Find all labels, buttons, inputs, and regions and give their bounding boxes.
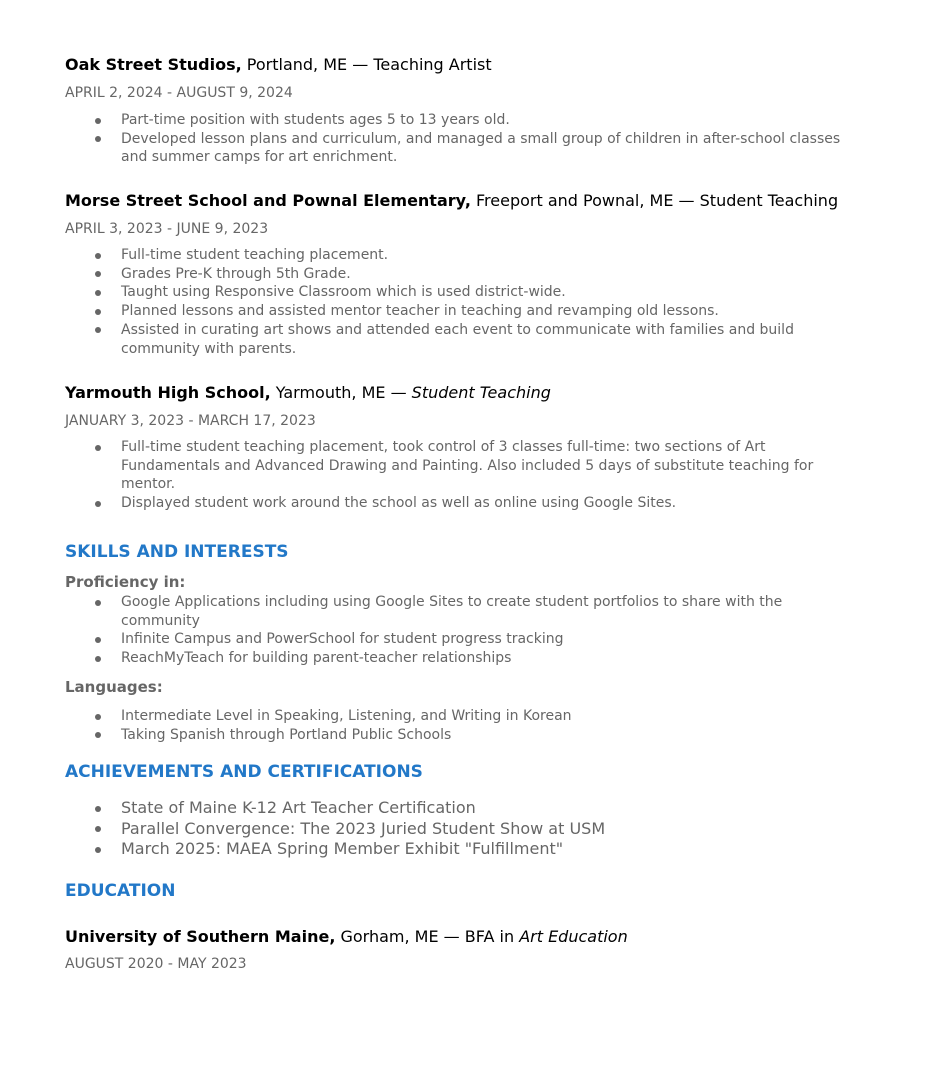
job-dates: JANUARY 3, 2023 - MARCH 17, 2023: [65, 413, 316, 429]
languages-list: [65, 707, 860, 744]
list-item: Part-time position with students ages 5 to 13 years old.: [65, 111, 860, 130]
list-item: Infinite Campus and PowerSchool for student progress tracking: [65, 630, 860, 649]
list-item: Google Applications including using Google Sites to create student portfolios to share with the community: [65, 593, 860, 630]
job-title-oak-street: [65, 55, 492, 75]
list-item: Parallel Convergence: The 2023 Juried Student Show at USM: [65, 819, 860, 840]
proficiency-list: [65, 593, 860, 668]
job-role: Student Teaching: [411, 383, 551, 402]
section-heading-achievements: ACHIEVEMENTS AND CERTIFICATIONS: [65, 762, 423, 782]
job-role: Teaching Artist: [373, 55, 492, 74]
proficiency-label: Proficiency in:: [65, 573, 186, 591]
list-item: ReachMyTeach for building parent-teacher relationships: [65, 649, 860, 668]
job-location: Yarmouth, ME —: [275, 383, 407, 402]
job-title-yarmouth: [65, 383, 551, 403]
education-title: [65, 927, 628, 947]
education-dates: AUGUST 2020 - MAY 2023: [65, 956, 247, 972]
job-bullets: [65, 246, 860, 358]
languages-label: Languages:: [65, 678, 163, 696]
achievements-list: [65, 798, 860, 860]
job-location: Freeport and Pownal, ME —: [476, 191, 695, 210]
job-org: Yarmouth High School,: [65, 383, 271, 402]
section-heading-skills: SKILLS AND INTERESTS: [65, 542, 289, 562]
list-item: Assisted in curating art shows and attended each event to communicate with families and build community with parents.: [65, 321, 860, 358]
education-school: University of Southern Maine,: [65, 927, 336, 946]
job-role: Student Teaching: [699, 191, 839, 210]
list-item: Taught using Responsive Classroom which is used district-wide.: [65, 283, 860, 302]
list-item: Displayed student work around the school as well as online using Google Sites.: [65, 494, 860, 513]
list-item: Intermediate Level in Speaking, Listening, and Writing in Korean: [65, 707, 860, 726]
list-item: Grades Pre-K through 5th Grade.: [65, 265, 860, 284]
job-bullets: [65, 111, 860, 167]
job-org: Morse Street School and Pownal Elementary,: [65, 191, 471, 210]
list-item: Taking Spanish through Portland Public Schools: [65, 726, 860, 745]
list-item: State of Maine K-12 Art Teacher Certification: [65, 798, 860, 819]
job-org: Oak Street Studios,: [65, 55, 242, 74]
list-item: Full-time student teaching placement, took control of 3 classes full-time: two sections of Art Fundamentals and Advanced Drawing and Painting. Also included 5 days of substitute teaching for mentor.: [65, 438, 860, 494]
job-dates: APRIL 3, 2023 - JUNE 9, 2023: [65, 221, 269, 237]
list-item: Developed lesson plans and curriculum, and managed a small group of children in after-school classes and summer camps for art enrichment.: [65, 130, 860, 167]
education-degree: Art Education: [519, 927, 628, 946]
list-item: March 2025: MAEA Spring Member Exhibit "Fulfillment": [65, 839, 860, 860]
job-dates: APRIL 2, 2024 - AUGUST 9, 2024: [65, 85, 293, 101]
section-heading-education: EDUCATION: [65, 881, 176, 901]
list-item: Planned lessons and assisted mentor teacher in teaching and revamping old lessons.: [65, 302, 860, 321]
list-item: Full-time student teaching placement.: [65, 246, 860, 265]
job-title-morse-street: [65, 191, 838, 211]
job-location: Portland, ME —: [246, 55, 369, 74]
job-bullets: [65, 438, 860, 513]
education-location: Gorham, ME — BFA in: [340, 927, 515, 946]
